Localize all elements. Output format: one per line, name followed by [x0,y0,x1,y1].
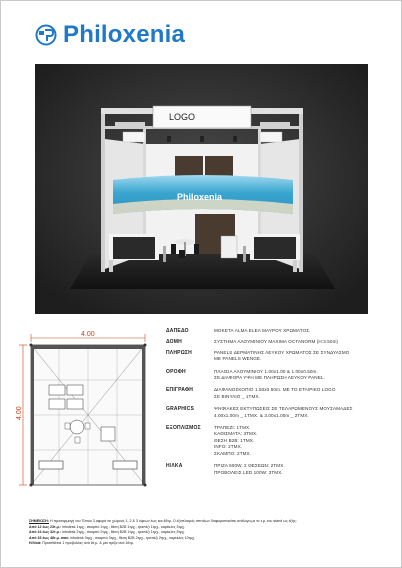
note-line: Από 12 έως 23τ.μ.: infodesk 1τμχ., σκαμπό 1τμχ., θέση B2B 1τμχ., τραπέζι 1τμχ., καρέκλες 3τμχ. [29,524,185,529]
spec-value: ΣΥΣΤΗΜΑ ΑΛΟΥΜΙΝΙΟΥ MAXIMA OCTANORM (H:3.50m) [214,338,339,344]
spec-value: ΤΡΑΠΕΖΙ: 1ΤΜΧ. ΚΑΘΙΣΜΑΤΑ: 3ΤΜΧ. ΘΕΣΗ B2B: 1ΤΜΧ. INFO: 2ΤΜΧ. ΣΚΑΜΠΟ: 2ΤΜΧ. [214,425,258,456]
spec-row-signage [166,387,398,400]
spec-row-graphics [166,406,398,419]
spec-row-floor [166,328,398,334]
spec-label: Η/ΛΚΑ [166,463,183,470]
booth-logo-sign-text: LOGO [169,112,196,122]
spec-value: ΠΡΙΖΑ 500W, 2 ΘΕΣΕΩΝ: 2ΤΜΧ. ΠΡΟΒΟΛΕΙΣ LED 100W: 3ΤΜΧ. [214,463,285,475]
spec-row-equipment [166,425,398,457]
brand-name: Philoxenia [63,21,186,48]
booth-render [35,64,368,314]
spec-value: ΨΗΦΙΑΚΕΣ ΕΚΤΥΠΩΣΕΙΣ ΣΕ ΤΕΛΑΡΩΜΕΝΟΥΣ ΜΟΥΣΑΜΑΔΕΣ 4.00x1.00m _ 1ΤΜΧ. & 3.00x1.00m _ 2ΤΜΧ. [214,406,353,418]
spec-table [166,328,398,476]
note-line: Από 33 έως 48τ.μ. max: infodesk 3τμχ., σκαμπό 3τμχ., θέση B2B 2τμχ., τραπέζι 2τμχ., καρέκλες 10τμχ. [29,535,196,540]
spec-row-structure [166,339,398,345]
notes-section [29,519,389,547]
graphic-brand-text: Philoxenia [177,192,223,202]
booth-render-illustration [35,64,368,314]
spec-value: PANELS ΔΕΡΜΑΤΙΝΗΣ ΛΕΥΚΟΥ ΧΡΩΜΑΤΟΣ ΣΕ ΣΥΝΔΥΑΣΜΟ ΜΕ PANELS WENGE. [214,349,350,362]
spec-row-infill [166,350,398,363]
spec-label: ΔΑΠΕΔΟ [166,328,189,334]
spec-value: ΔΙΑΦΑΝΟΣΚΟΠΙΟ 1.50x0.50m. ΜΕ ΤΟ ΕΤΑΙΡΙΚΟ LOGO ΣΕ ΒΙΝΥΛΙΟ _ 1ΤΜΧ. [214,387,336,399]
spec-row-ceiling [166,369,398,382]
note-line: Από 24 έως 32τ.μ.: infodesk 2τμχ., σκαμπό 2τμχ., θέση B2B 1τμχ., τραπέζι 1τμχ., καρέκλες 5τμχ. [29,530,185,535]
spec-value: ΠΛΑΙΣΙΑ ΑΛΟΥΜΙΝΙΟΥ 1.00x1.00 & 1.00x0.50m. ΣΕ ΔΙΑΦΟΡΑ ΥΨΗ ΜΕ ΠΛΗΡΩΣΗ ΛΕΥΚΟΥ PANEL. [214,368,325,381]
floor-plan [9,327,157,492]
brand-header [35,23,185,47]
spec-label: ΔΟΜΗ [166,338,182,345]
spec-label: GRAPHICS [166,406,194,413]
philoxenia-logo-icon [35,24,57,46]
spec-label: ΕΠΙΓΡΑΦΗ [166,387,194,394]
spec-label: ΟΡΟΦΗ [166,368,186,375]
spec-value: ΜΟΚΕΤΑ ALMA ELEA ΜΑΥΡΟΥ ΧΡΩΜΑΤΟΣ. [214,328,311,333]
spec-label: ΠΛΗΡΩΣΗ [166,349,192,356]
spec-label: ΕΞΟΠΛΙΣΜΟΣ [166,425,201,432]
spec-row-electrical [166,463,398,476]
floor-plan-drawing [9,327,157,492]
width-dimension-label: 4.00 [81,331,95,338]
depth-dimension-label: 4.00 [16,406,23,420]
note-line: Η/Λ/κά: Προστίθεται 1 προβολέας ανά 8τ.μ. & μία πρίζα ανά 16τμ. [29,541,134,546]
note-line: ΣΗΜΕΙΩΣΗ: Η προσαρμογή του Τύπου 3 αφορά σε χώρους 1, 2 & 3 όψεων έως και 48τμ. Ο εξοπλισμός σπιτιλων διαφοροποιείται ανάλογα με το τ.μ. του stand ως εξής: [29,519,297,523]
